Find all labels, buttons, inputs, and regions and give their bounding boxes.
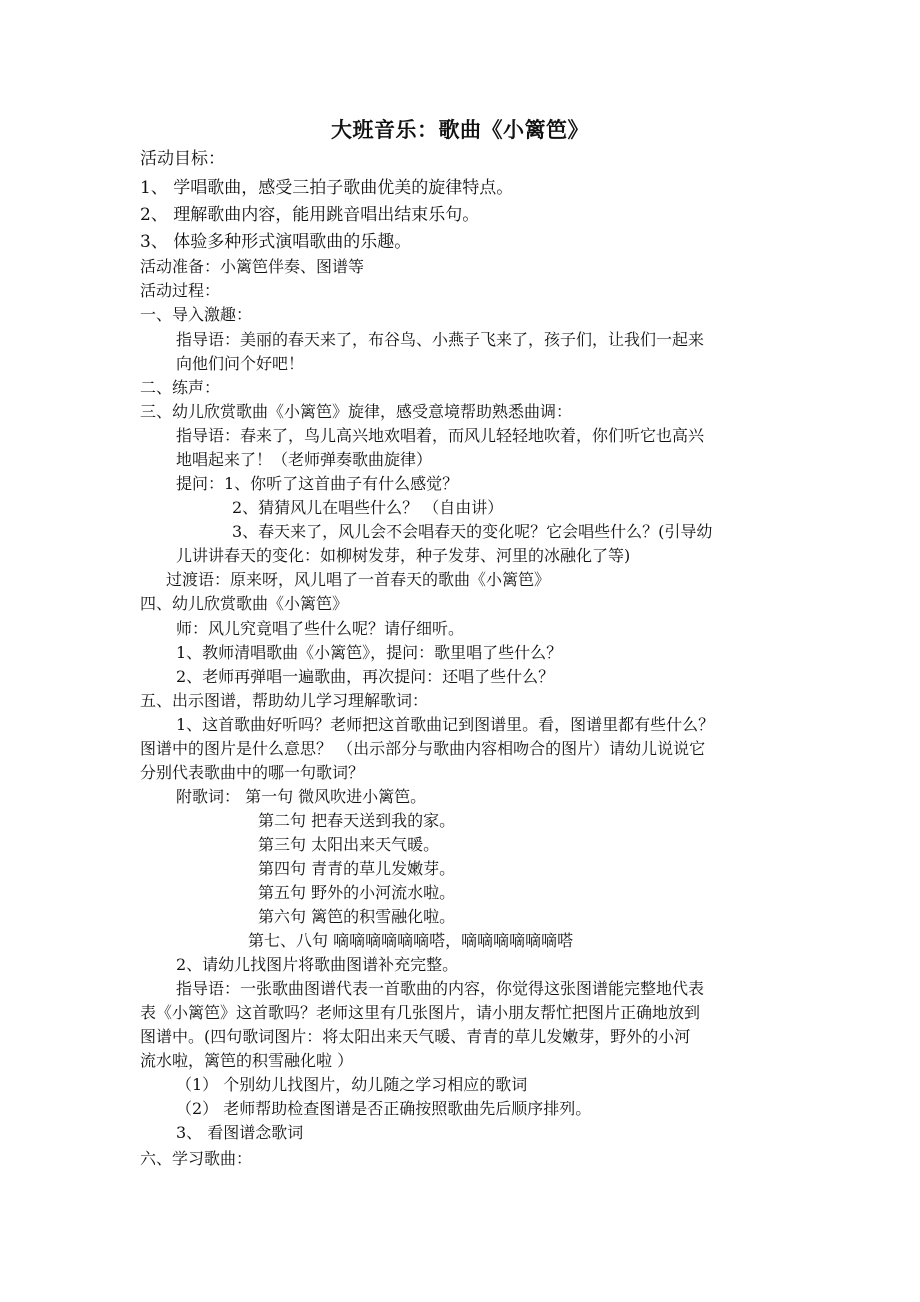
paragraph-line: 流水啦，篱笆的积雪融化啦 ） xyxy=(140,1051,354,1070)
step-heading: 四、幼儿欣赏歌曲《小篱笆》 xyxy=(140,594,349,613)
paragraph-line: 图谱中的图片是什么意思？ （出示部分与歌曲内容相吻合的图片）请幼儿说说它 xyxy=(140,739,706,758)
list-item: 1、教师清唱歌曲《小篱笆》，提问：歌里唱了些什么？ xyxy=(176,643,563,662)
paragraph-line: 地唱起来了！（老师弹奏歌曲旋律） xyxy=(176,450,433,469)
paragraph-line: 指导语：美丽的春天来了，布谷鸟、小燕子飞来了，孩子们，让我们一起来 xyxy=(176,330,705,349)
document-title: 大班音乐：歌曲《小篱笆》 xyxy=(331,118,589,142)
paragraph-line: 1、这首歌曲好听吗？老师把这首歌曲记到图谱里。看，图谱里都有些什么？ xyxy=(176,715,715,734)
section-heading-objectives: 活动目标： xyxy=(140,149,225,169)
objective-item: 3、 体验多种形式演唱歌曲的乐趣。 xyxy=(140,232,412,252)
step-heading: 二、练声： xyxy=(140,378,221,397)
lyrics-line: 第七、八句 嘀嘀嘀嘀嘀嘀嗒，嘀嘀嘀嘀嘀嘀嗒 xyxy=(248,931,574,950)
lyrics-line: 第五句 野外的小河流水啦。 xyxy=(258,883,456,902)
lyrics-line: 第二句 把春天送到我的家。 xyxy=(258,811,456,830)
list-item: 3、 看图谱念歌词 xyxy=(176,1123,304,1142)
paragraph-line: 师：风儿究竟唱了些什么呢？请仔细听。 xyxy=(176,619,465,638)
lyrics-line: 附歌词： 第一句 微风吹进小篱笆。 xyxy=(176,787,427,806)
question-line: 3、春天来了，风儿会不会唱春天的变化呢？它会唱些什么？(引导幼 xyxy=(232,522,713,541)
preparation-line: 活动准备：小篱笆伴奏、图谱等 xyxy=(140,257,365,276)
step-heading: 三、幼儿欣赏歌曲《小篱笆》旋律，感受意境帮助熟悉曲调： xyxy=(140,402,573,421)
paragraph-line: 儿讲讲春天的变化：如柳树发芽，种子发芽、河里的冰融化了等) xyxy=(176,546,631,565)
paragraph-line: 向他们问个好吧！ xyxy=(176,354,305,373)
paragraph-line: 指导语：春来了，鸟儿高兴地欢唱着，而风儿轻轻地吹着，你们听它也高兴 xyxy=(176,426,705,445)
objective-item: 1、 学唱歌曲，感受三拍子歌曲优美的旋律特点。 xyxy=(140,178,514,198)
lyrics-line: 第三句 太阳出来天气暖。 xyxy=(258,835,440,854)
paragraph-line: 分别代表歌曲中的哪一句歌词？ xyxy=(140,763,365,782)
paragraph-line: 表《小篱笆》这首歌吗？老师这里有几张图片，请小朋友帮忙把图片正确地放到 xyxy=(140,1003,701,1022)
step-heading: 五、出示图谱，帮助幼儿学习理解歌词： xyxy=(140,691,429,710)
list-item: （2） 老师帮助检查图谱是否正确按照歌曲先后顺序排列。 xyxy=(176,1099,592,1118)
objective-item: 2、 理解歌曲内容，能用跳音唱出结束乐句。 xyxy=(140,205,480,225)
paragraph-line: 过渡语：原来呀，风儿唱了一首春天的歌曲《小篱笆》 xyxy=(166,570,551,589)
list-item: 2、请幼儿找图片将歌曲图谱补充完整。 xyxy=(176,955,459,974)
question-line: 提问：1、你听了这首曲子有什么感觉？ xyxy=(176,474,459,493)
question-line: 2、猜猜风儿在唱些什么？ （自由讲） xyxy=(232,498,504,517)
list-item: 2、老师再弹唱一遍歌曲，再次提问：还唱了些什么？ xyxy=(176,667,555,686)
step-heading: 六、学习歌曲： xyxy=(140,1149,253,1168)
lyrics-line: 第六句 篱笆的积雪融化啦。 xyxy=(258,907,456,926)
section-heading-process: 活动过程： xyxy=(140,281,221,300)
lyrics-line: 第四句 青青的草儿发嫩芽。 xyxy=(258,859,456,878)
paragraph-line: 指导语：一张歌曲图谱代表一首歌曲的内容，你觉得这张图谱能完整地代表 xyxy=(176,979,705,998)
step-heading: 一、导入激趣： xyxy=(140,305,253,324)
list-item: （1） 个别幼儿找图片，幼儿随之学习相应的歌词 xyxy=(176,1075,528,1094)
paragraph-line: 图谱中。(四句歌词图片：将太阳出来天气暖、青青的草儿发嫩芽，野外的小河 xyxy=(140,1027,691,1046)
